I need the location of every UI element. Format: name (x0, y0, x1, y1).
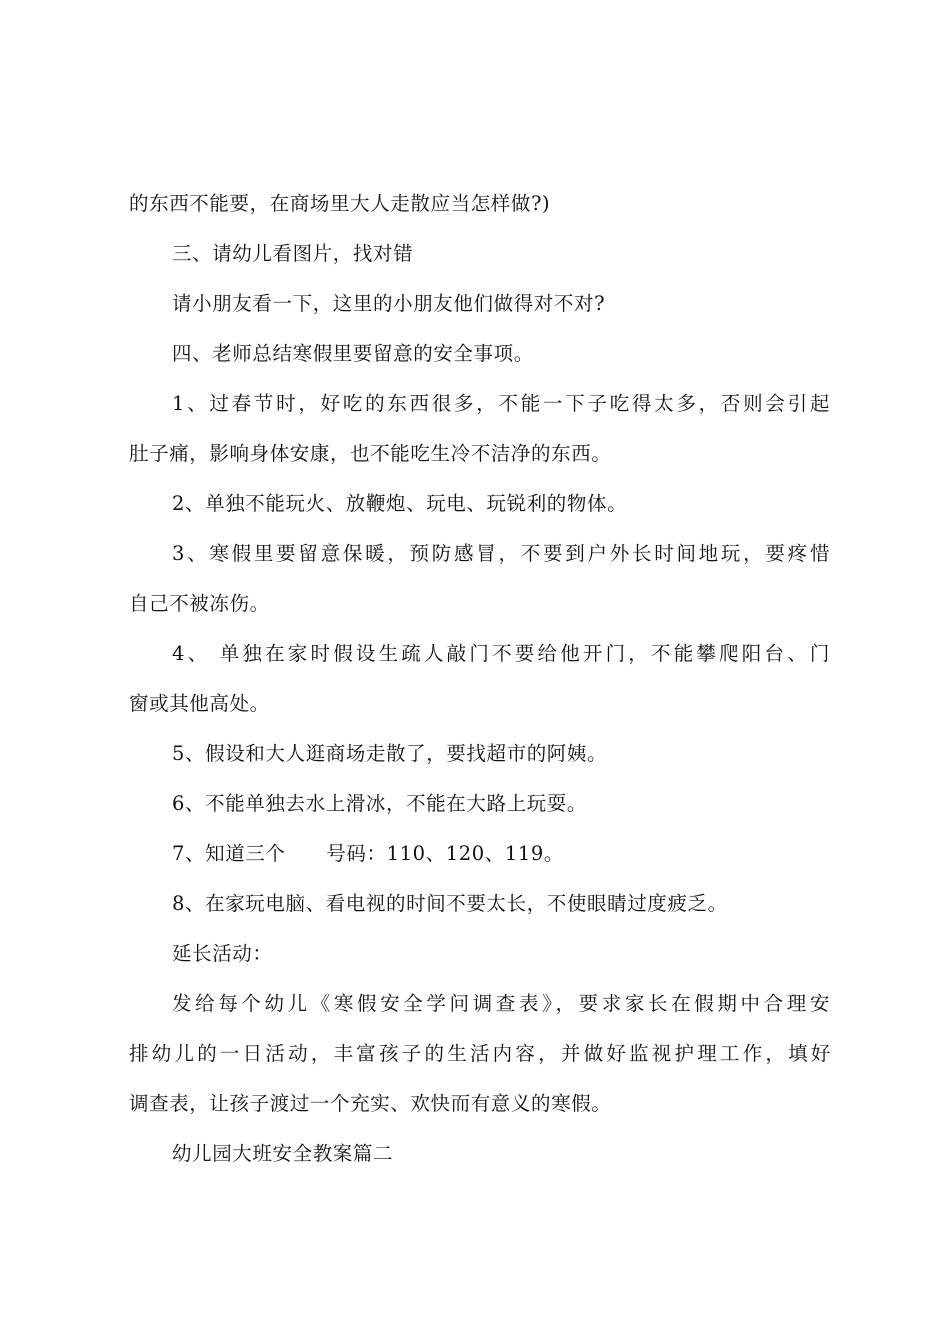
list-item-4: 4、 单独在家时假设生疏人敲门不要给他开门，不能攀爬阳台、门 (172, 642, 830, 665)
section-heading: 延长活动： (172, 942, 273, 965)
section-heading: 三、请幼儿看图片，找对错 (172, 242, 414, 265)
list-item-2: 2、单独不能玩火、放鞭炮、玩电、玩锐利的物体。 (172, 492, 628, 515)
section-heading: 四、老师总结寒假里要留意的安全事项。 (172, 342, 534, 365)
list-item-1: 1、过春节时，好吃的东西很多，不能一下子吃得太多，否则会引起 (172, 392, 830, 415)
text-line: 请小朋友看一下，这里的小朋友他们做得对不对? (172, 292, 606, 315)
text-line: 的东西不能要，在商场里大人走散应当怎样做?) (129, 192, 551, 215)
list-item-5: 5、假设和大人逛商场走散了，要找超市的阿姨。 (172, 742, 608, 765)
list-item-7: 7、知道三个 号码：110、120、119。 (172, 842, 564, 865)
list-item-3: 3、寒假里要留意保暖，预防感冒，不要到户外长时间地玩，要疼惜 (172, 542, 830, 565)
text-line: 自己不被冻伤。 (129, 592, 270, 615)
list-item-6: 6、不能单独去水上滑冰，不能在大路上玩耍。 (172, 792, 588, 815)
text-line: 窗或其他高处。 (129, 692, 270, 715)
text-line: 肚子痛，影响身体安康，也不能吃生冷不洁净的东西。 (129, 442, 612, 465)
paragraph-line: 排幼儿的一日活动，丰富孩子的生活内容，并做好监视护理工作，填好 (129, 1042, 831, 1065)
paragraph-line: 调查表，让孩子渡过一个充实、欢快而有意义的寒假。 (129, 1092, 612, 1115)
paragraph-line: 发给每个幼儿《寒假安全学问调查表》，要求家长在假期中合理安 (172, 992, 830, 1015)
section-title: 幼儿园大班安全教案篇二 (172, 1142, 394, 1165)
list-item-8: 8、在家玩电脑、看电视的时间不要太长，不使眼睛过度疲乏。 (172, 892, 728, 915)
